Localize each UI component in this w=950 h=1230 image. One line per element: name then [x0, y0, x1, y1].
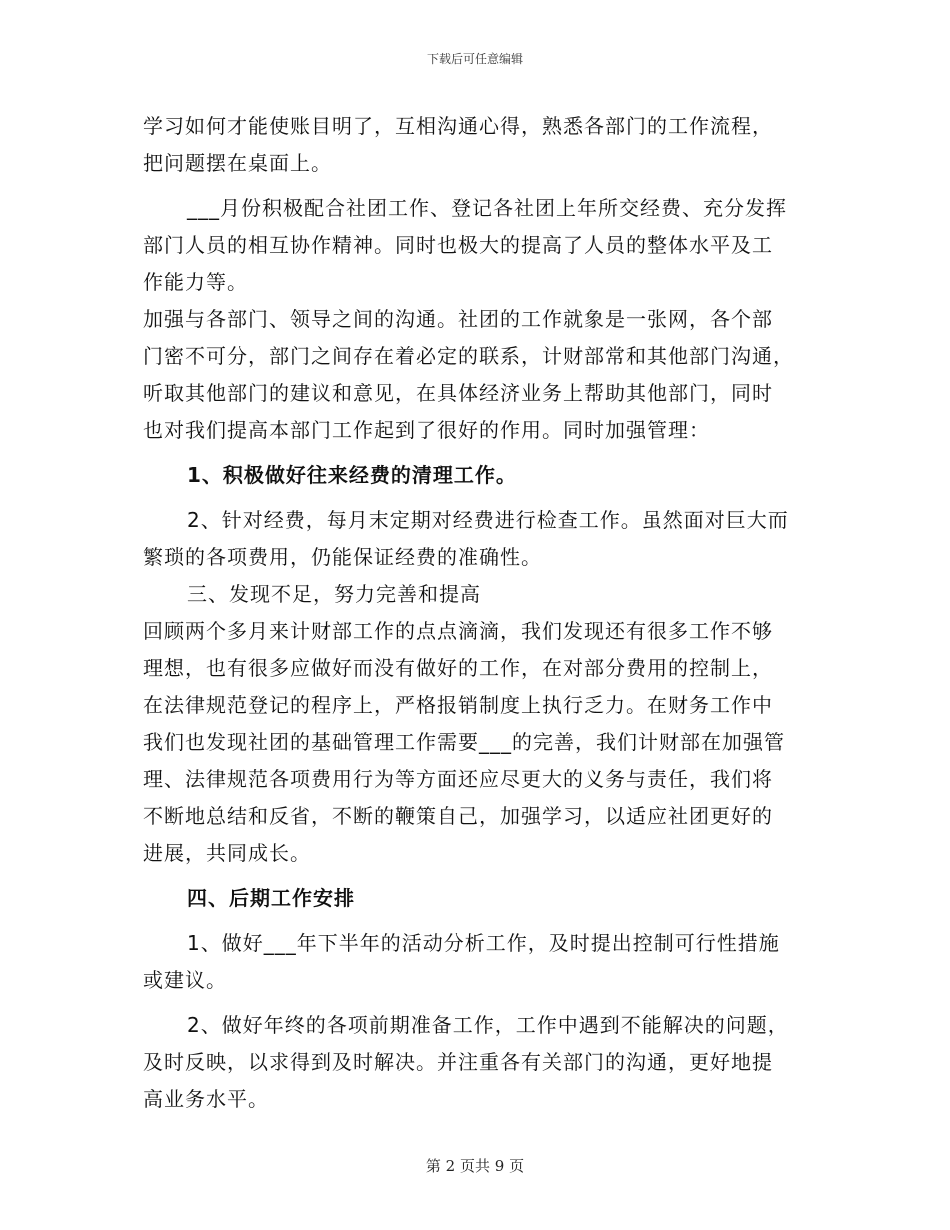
paragraph-line: 2、针对经费，每月末定期对经费进行检查工作。虽然面对巨大而 — [187, 508, 789, 532]
paragraph-line: 作能力等。 — [143, 270, 248, 294]
paragraph-line: 加强与各部门、领导之间的沟通。社团的工作就象是一张网，各个部 — [143, 307, 773, 331]
paragraph-line: ___月份积极配合社团工作、登记各社团上年所交经费、充分发挥 — [187, 196, 787, 220]
paragraph-line: 理、法律规范各项费用行为等方面还应尽更大的义务与责任，我们将 — [143, 767, 773, 791]
section-heading: 四、后期工作安排 — [187, 886, 355, 910]
section-heading: 1、积极做好往来经费的清理工作。 — [187, 463, 517, 487]
paragraph-line: 繁琐的各项费用，仍能保证经费的准确性。 — [143, 545, 542, 569]
paragraph-line: 也对我们提高本部门工作起到了很好的作用。同时加强管理： — [143, 418, 710, 442]
paragraph-line: 听取其他部门的建议和意见，在具体经济业务上帮助其他部门，同时 — [143, 381, 773, 405]
page-header: 下载后可任意编辑 — [426, 52, 523, 66]
paragraph-line: 门密不可分，部门之间存在着必定的联系，计财部常和其他部门沟通， — [143, 344, 794, 368]
paragraph-line: 2、做好年终的各项前期准备工作，工作中遇到不能解决的问题， — [187, 1013, 789, 1037]
paragraph-line: 不断地总结和反省，不断的鞭策自己，加强学习，以适应社团更好的 — [143, 804, 773, 828]
paragraph-line: 我们也发现社团的基础管理工作需要___的完善，我们计财部在加强管 — [143, 730, 785, 754]
paragraph-line: 或建议。 — [143, 968, 227, 992]
paragraph-line: 部门人员的相互协作精神。同时也极大的提高了人员的整体水平及工 — [143, 233, 773, 257]
paragraph-line: 把问题摆在桌面上。 — [143, 151, 332, 175]
document-body — [143, 108, 815, 1118]
section-heading: 三、发现不足，努力完善和提高 — [187, 582, 481, 606]
page-footer: 第 2 页共 9 页 — [425, 1157, 525, 1175]
paragraph-line: 1、做好___年下半年的活动分析工作，及时提出控制可行性措施 — [187, 931, 780, 955]
paragraph-line: 理想，也有很多应做好而没有做好的工作，在对部分费用的控制上， — [143, 656, 773, 680]
paragraph-line: 在法律规范登记的程序上，严格报销制度上执行乏力。在财务工作中 — [143, 693, 773, 717]
paragraph-line: 高业务水平。 — [143, 1087, 269, 1111]
paragraph-line: 进展，共同成长。 — [143, 841, 311, 865]
paragraph-line: 学习如何才能使账目明了，互相沟通心得，熟悉各部门的工作流程， — [143, 114, 773, 138]
paragraph-line: 回顾两个多月来计财部工作的点点滴滴，我们发现还有很多工作不够 — [143, 619, 773, 643]
paragraph-line: 及时反映，以求得到及时解决。并注重各有关部门的沟通，更好地提 — [143, 1050, 773, 1074]
